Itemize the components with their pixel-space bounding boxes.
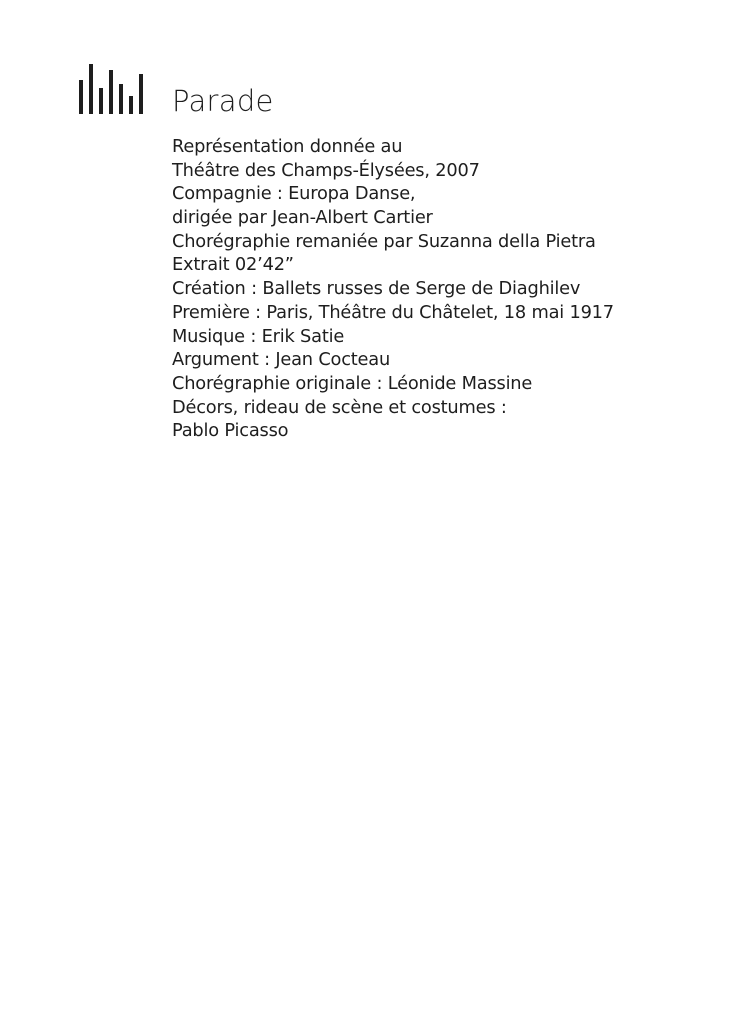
credits-list <box>172 135 614 443</box>
credit-line: Représentation donnée au <box>172 136 403 157</box>
credit-line: Création : Ballets russes de Serge de Diaghilev <box>172 278 581 300</box>
logo-bar <box>79 80 83 114</box>
credit-line: Décors, rideau de scène et costumes : <box>172 396 507 418</box>
credit-line: Musique : Erik Satie <box>172 325 345 347</box>
credit-line: Argument : Jean Cocteau <box>172 349 391 371</box>
credit-line: Chorégraphie remaniée par Suzanna della Pietra <box>172 230 596 252</box>
logo-bar <box>139 74 143 114</box>
logo-bar <box>119 84 123 114</box>
logo-bar <box>109 70 113 114</box>
audio-bars-logo-icon <box>79 60 151 114</box>
logo-bar <box>89 64 93 114</box>
credit-line: Extrait 02’42” <box>172 254 294 276</box>
page-title: Parade <box>172 84 274 118</box>
credit-line: Théâtre des Champs-Élysées, 2007 <box>172 159 480 181</box>
credit-line: Compagnie : Europa Danse, <box>172 183 416 205</box>
logo-bar <box>99 88 103 114</box>
credit-line: Chorégraphie originale : Léonide Massine <box>172 372 533 394</box>
credit-line: Pablo Picasso <box>172 420 289 442</box>
logo-bar <box>129 96 133 114</box>
credit-line: Première : Paris, Théâtre du Châtelet, 18 mai 1917 <box>172 301 614 323</box>
credit-line: dirigée par Jean-Albert Cartier <box>172 207 433 229</box>
